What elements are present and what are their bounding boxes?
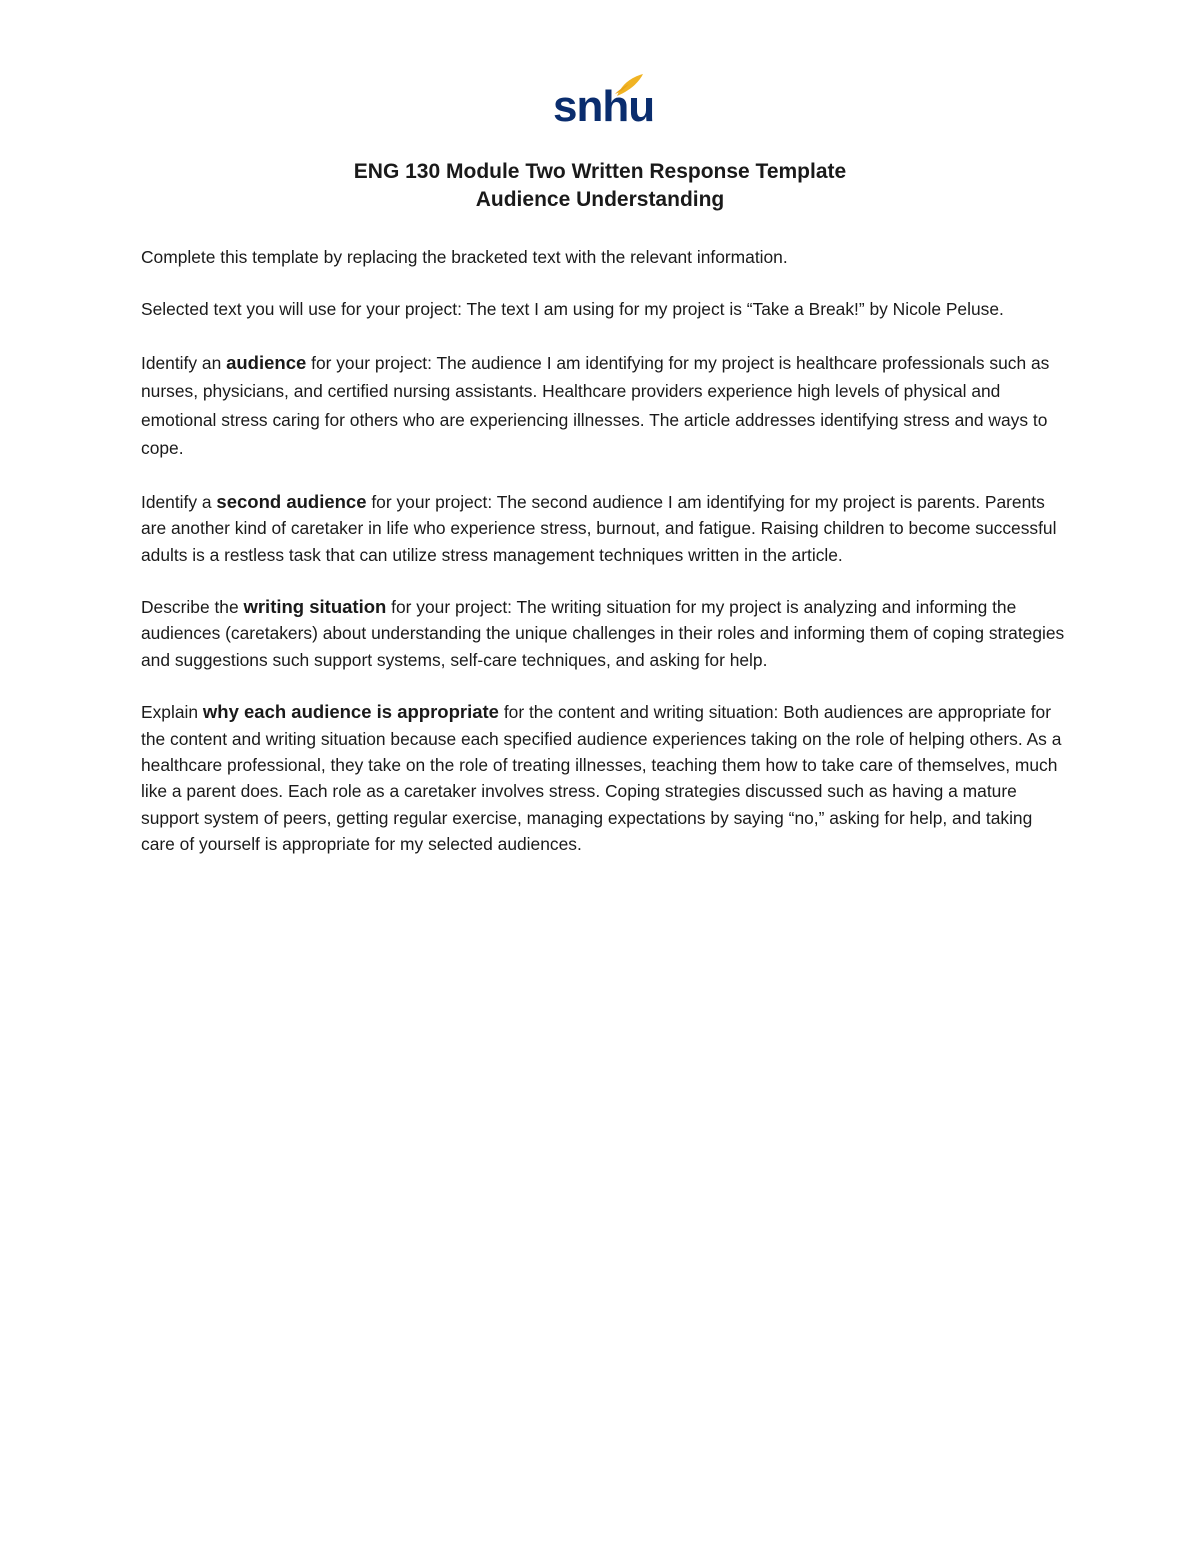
title-line-1: ENG 130 Module Two Written Response Template bbox=[353, 160, 847, 183]
why-appropriate-prompt-pre: Explain bbox=[141, 702, 203, 723]
writing-situation-section bbox=[141, 594, 1066, 673]
second-audience-answer: The second audience I am identifying for my project is parents. Parents are another kind of caretaker in life who experience stress, burnout, and fatigue. Raising children to become successful adults is a restless task that can utilize stress management techniques written in the article. bbox=[141, 491, 1057, 565]
document-body bbox=[141, 244, 1066, 884]
second-audience-section bbox=[141, 489, 1066, 568]
document-title bbox=[0, 158, 1200, 214]
audience-answer: The audience I am identifying for my project is healthcare professionals such as nurses, physicians, and certified nursing assistants. Healthcare providers experience high levels of physical and emotional stress caring for others who are experiencing illnesses. The article addresses identifying stress and ways to cope. bbox=[141, 352, 1050, 459]
writing-situation-prompt-bold: writing situation bbox=[243, 596, 387, 618]
title-line-2: Audience Understanding bbox=[475, 188, 725, 211]
instructions-text: Complete this template by replacing the bracketed text with the relevant information. bbox=[141, 247, 788, 267]
why-appropriate-section bbox=[141, 699, 1066, 857]
second-audience-prompt-pre: Identify a bbox=[141, 491, 217, 512]
why-appropriate-prompt-post: for the content and writing situation: bbox=[498, 702, 779, 723]
audience-prompt-pre: Identify an bbox=[141, 352, 227, 373]
selected-text-section bbox=[141, 296, 1066, 322]
second-audience-prompt-bold: second audience bbox=[216, 490, 367, 512]
audience-section bbox=[141, 349, 1066, 463]
selected-text-answer: The text I am using for my project is “Take a Break!” by Nicole Peluse. bbox=[466, 299, 1004, 320]
why-appropriate-prompt-bold: why each audience is appropriate bbox=[202, 701, 499, 723]
selected-text-prompt: Selected text you will use for your project: bbox=[141, 299, 462, 320]
writing-situation-prompt-pre: Describe the bbox=[141, 597, 244, 618]
logo-wordmark: snhu bbox=[553, 82, 655, 131]
audience-prompt-post: for your project: bbox=[306, 352, 432, 373]
audience-prompt-bold: audience bbox=[226, 351, 307, 373]
why-appropriate-answer: Both audiences are appropriate for the content and writing situation because each specified audience experiences taking on the role of helping others. As a healthcare professional, they take on the role of treating illnesses, teaching them how to take care of themselves, much like a parent does. Each role as a caretaker involves stress. Coping strategies discussed such as having a mature support system of peers, getting regular exercise, managing expectations by saying “no,” asking for help, and taking care of yourself is appropriate for my selected audiences. bbox=[141, 702, 1062, 855]
writing-situation-answer: The writing situation for my project is analyzing and informing the audiences (caretakers) about understanding the unique challenges in their roles and informing them of coping strategies and suggestions such support systems, self-care techniques, and asking for help. bbox=[141, 597, 1065, 670]
instructions bbox=[141, 244, 1066, 270]
snhu-logo bbox=[553, 72, 655, 134]
second-audience-prompt-post: for your project: bbox=[366, 491, 493, 512]
writing-situation-prompt-post: for your project: bbox=[386, 597, 512, 618]
